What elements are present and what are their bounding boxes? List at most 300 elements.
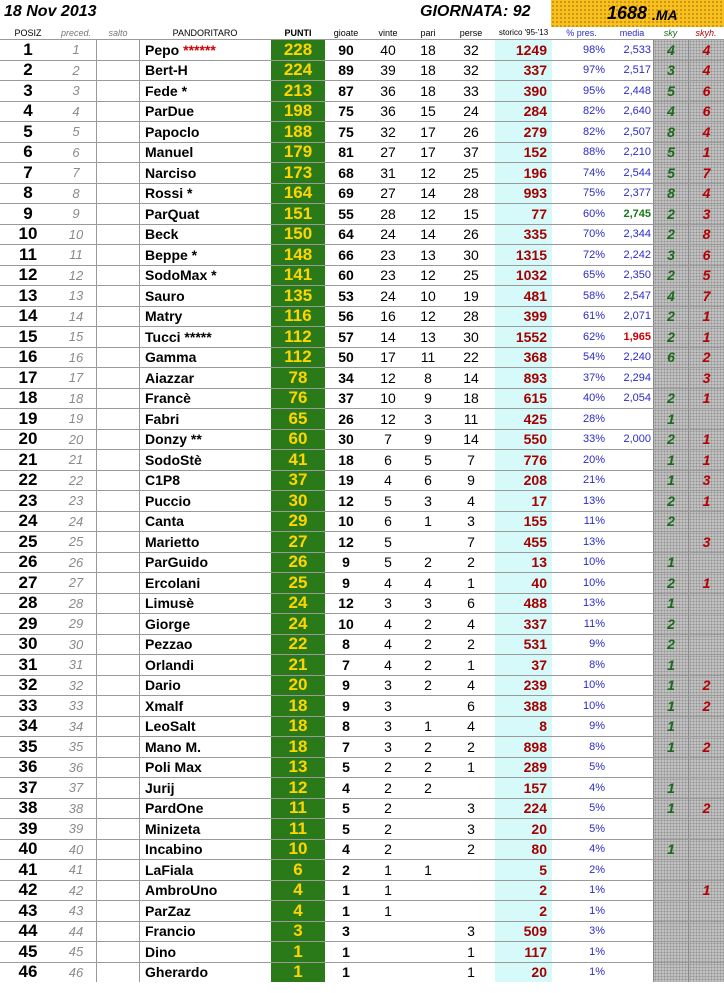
- historical-cell: [495, 901, 552, 921]
- salto-cell: [96, 327, 140, 347]
- player-name-cell-text: Sauro: [145, 287, 185, 304]
- sky-cell: [653, 450, 688, 470]
- points-cell-text: 41: [288, 450, 308, 469]
- player-name-cell-text: Xmalf: [145, 697, 184, 714]
- played-cell: [325, 512, 367, 532]
- sky-cell: [653, 409, 688, 429]
- average-cell: [611, 942, 653, 962]
- sky-cell: [653, 102, 688, 122]
- lost-cell-text: 3: [467, 820, 475, 837]
- average-cell-text: 2,350: [623, 269, 651, 282]
- player-name-cell-text: Ercolani: [145, 574, 201, 591]
- salto-cell: [96, 614, 140, 634]
- won-cell-text: 39: [380, 62, 396, 79]
- position-cell: [0, 819, 56, 839]
- presence-percent-cell: [552, 901, 611, 921]
- historical-cell: [495, 594, 552, 614]
- draw-cell-text: 2: [424, 636, 432, 653]
- position-cell-text: 11: [19, 245, 37, 264]
- skyh-cell: [688, 491, 724, 511]
- draw-cell: [409, 512, 447, 532]
- lost-cell: [447, 184, 495, 204]
- average-cell: [611, 655, 653, 675]
- presence-percent-cell-text: 61%: [582, 310, 605, 323]
- lost-cell: [447, 491, 495, 511]
- skyh-cell: [688, 799, 724, 819]
- historical-cell: [495, 840, 552, 860]
- skyh-cell-text: 7: [702, 287, 711, 304]
- won-cell: [367, 245, 409, 265]
- player-name-cell-text: ParQuat: [145, 205, 200, 222]
- skyh-cell: [688, 963, 724, 983]
- historical-cell-text: 2: [539, 882, 547, 899]
- won-cell: [367, 409, 409, 429]
- historical-cell-text: 196: [523, 164, 547, 181]
- lost-cell: [447, 696, 495, 716]
- position-cell: [0, 409, 56, 429]
- played-cell: [325, 163, 367, 183]
- won-cell: [367, 594, 409, 614]
- table-row: [0, 839, 724, 860]
- points-cell: [271, 696, 325, 716]
- won-cell: [367, 368, 409, 388]
- historical-cell-text: 279: [523, 123, 547, 140]
- historical-cell-text: 368: [523, 349, 547, 366]
- won-cell-text: 23: [380, 267, 396, 284]
- salto-cell: [96, 737, 140, 757]
- skyh-cell: [688, 143, 724, 163]
- lost-cell: [447, 81, 495, 101]
- skyh-cell-text: 2: [702, 738, 711, 755]
- won-cell: [367, 901, 409, 921]
- draw-cell-text: 15: [420, 103, 436, 120]
- won-cell-text: 4: [384, 615, 392, 632]
- won-cell: [367, 184, 409, 204]
- won-cell-text: 5: [384, 554, 392, 571]
- won-cell-text: 2: [384, 779, 392, 796]
- won-cell-text: 12: [380, 410, 396, 427]
- salto-cell: [96, 635, 140, 655]
- sky-cell-text: 2: [667, 226, 675, 243]
- sky-cell-text: 2: [667, 328, 675, 345]
- historical-cell-text: 388: [523, 697, 547, 714]
- presence-percent-cell: [552, 696, 611, 716]
- played-cell-text: 8: [342, 636, 350, 653]
- historical-cell: [495, 286, 552, 306]
- sky-cell: [653, 204, 688, 224]
- lost-cell-text: 24: [463, 103, 479, 120]
- played-cell-text: 64: [338, 226, 354, 243]
- average-cell: [611, 840, 653, 860]
- played-cell-text: 8: [342, 718, 350, 735]
- position-cell-text: 22: [18, 470, 38, 490]
- skyh-cell-text: 1: [702, 492, 711, 509]
- position-cell: [0, 881, 56, 901]
- presence-percent-cell-text: 10%: [582, 576, 605, 589]
- sky-cell: [653, 840, 688, 860]
- points-cell-text: 30: [288, 491, 308, 510]
- won-cell: [367, 737, 409, 757]
- points-cell: [271, 778, 325, 798]
- historical-cell: [495, 471, 552, 491]
- position-cell: [0, 963, 56, 983]
- presence-percent-cell-text: 75%: [582, 187, 605, 200]
- lost-cell-text: 3: [467, 800, 475, 817]
- draw-cell-text: 9: [424, 431, 432, 448]
- position-cell: [0, 778, 56, 798]
- previous-position-cell: [56, 225, 96, 245]
- historical-cell: [495, 307, 552, 327]
- points-cell: [271, 819, 325, 839]
- salto-cell: [96, 225, 140, 245]
- position-cell-text: 44: [18, 921, 38, 941]
- lost-cell: [447, 881, 495, 901]
- position-cell: [0, 286, 56, 306]
- salto-cell: [96, 471, 140, 491]
- historical-cell: [495, 122, 552, 142]
- previous-position-cell-text: 41: [68, 862, 84, 878]
- previous-position-cell-text: 13: [68, 288, 84, 304]
- position-cell-text: 40: [18, 839, 38, 859]
- won-cell: [367, 471, 409, 491]
- average-cell: [611, 553, 653, 573]
- presence-percent-cell-text: 9%: [589, 720, 605, 733]
- table-row: [0, 613, 724, 634]
- previous-position-cell-text: 42: [68, 882, 84, 898]
- average-cell: [611, 491, 653, 511]
- draw-cell: [409, 901, 447, 921]
- sky-cell: [653, 532, 688, 552]
- won-cell: [367, 963, 409, 983]
- presence-percent-cell-text: 10%: [582, 699, 605, 712]
- lost-cell: [447, 532, 495, 552]
- col-header-skyh: skyh.: [695, 28, 717, 38]
- draw-cell-text: 8: [424, 369, 432, 386]
- ma-box: [551, 0, 724, 27]
- average-cell: [611, 696, 653, 716]
- skyh-cell: [688, 778, 724, 798]
- presence-percent-cell-text: 74%: [582, 166, 605, 179]
- player-name-cell-text: Jurij: [145, 779, 175, 796]
- historical-cell-text: 289: [523, 759, 547, 776]
- position-cell: [0, 61, 56, 81]
- presence-percent-cell: [552, 184, 611, 204]
- points-cell-text: 24: [288, 614, 308, 633]
- points-cell: [271, 225, 325, 245]
- lost-cell-text: 3: [467, 513, 475, 530]
- presence-percent-cell: [552, 286, 611, 306]
- sky-cell: [653, 696, 688, 716]
- salto-cell: [96, 286, 140, 306]
- previous-position-cell: [56, 655, 96, 675]
- salto-cell: [96, 717, 140, 737]
- historical-cell-text: 224: [523, 800, 547, 817]
- historical-cell-text: 1315: [515, 246, 547, 263]
- draw-cell: [409, 881, 447, 901]
- player-name-cell: [140, 143, 270, 163]
- previous-position-cell-text: 29: [68, 616, 84, 632]
- player-name-cell: [140, 81, 270, 101]
- points-cell-text: 116: [284, 306, 312, 326]
- won-cell: [367, 553, 409, 573]
- salto-cell: [96, 512, 140, 532]
- lost-cell: [447, 389, 495, 409]
- draw-cell: [409, 553, 447, 573]
- previous-position-cell-text: 19: [68, 411, 84, 427]
- won-cell: [367, 922, 409, 942]
- draw-cell-text: 3: [424, 492, 432, 509]
- player-name-cell: [140, 635, 270, 655]
- table-row: [0, 880, 724, 901]
- presence-percent-cell-text: 97%: [582, 64, 605, 77]
- points-cell-text: 18: [288, 716, 308, 736]
- draw-cell: [409, 717, 447, 737]
- previous-position-cell: [56, 61, 96, 81]
- draw-cell: [409, 676, 447, 696]
- previous-position-cell-text: 6: [72, 144, 80, 160]
- points-cell-text: 224: [283, 60, 313, 80]
- skyh-cell-text: 1: [702, 308, 711, 325]
- position-cell-text: 45: [18, 942, 38, 961]
- won-cell: [367, 860, 409, 880]
- average-cell-text: 2,517: [623, 64, 651, 77]
- average-cell: [611, 102, 653, 122]
- played-cell-text: 56: [338, 308, 354, 325]
- giornata-label: GIORNATA: 92: [420, 3, 531, 20]
- table-row: [0, 695, 724, 716]
- played-cell: [325, 614, 367, 634]
- table-row: [0, 142, 724, 163]
- skyh-cell: [688, 430, 724, 450]
- presence-percent-cell-text: 4%: [589, 843, 605, 856]
- presence-percent-cell: [552, 409, 611, 429]
- points-cell-text: 20: [288, 675, 308, 695]
- presence-percent-cell: [552, 635, 611, 655]
- played-cell-text: 9: [342, 554, 350, 571]
- previous-position-cell-text: 35: [68, 739, 84, 755]
- won-cell: [367, 512, 409, 532]
- previous-position-cell: [56, 163, 96, 183]
- won-cell: [367, 122, 409, 142]
- average-cell-text: 2,533: [623, 43, 651, 56]
- skyh-cell: [688, 368, 724, 388]
- skyh-cell-text: 1: [702, 328, 711, 345]
- player-name-cell-text: Gamma: [145, 349, 197, 366]
- points-cell-text: 60: [288, 429, 308, 449]
- skyh-cell: [688, 307, 724, 327]
- won-cell-text: 14: [380, 328, 396, 345]
- player-name-cell: [140, 409, 270, 429]
- won-cell: [367, 532, 409, 552]
- position-cell: [0, 327, 56, 347]
- historical-cell-text: 157: [523, 779, 547, 796]
- sky-cell-text: 2: [667, 492, 675, 509]
- date-label: 18 Nov 2013: [4, 3, 97, 20]
- played-cell-text: 37: [338, 390, 354, 407]
- previous-position-cell-text: 15: [68, 329, 84, 345]
- historical-cell: [495, 758, 552, 778]
- skyh-cell: [688, 717, 724, 737]
- points-cell-text: 112: [284, 327, 312, 346]
- position-cell: [0, 471, 56, 491]
- previous-position-cell: [56, 635, 96, 655]
- presence-percent-cell-text: 98%: [582, 43, 605, 56]
- position-cell-text: 32: [18, 675, 38, 695]
- table-row: [0, 552, 724, 573]
- presence-percent-cell: [552, 573, 611, 593]
- sky-cell: [653, 901, 688, 921]
- draw-cell: [409, 778, 447, 798]
- sky-cell-text: 1: [667, 718, 675, 735]
- player-name-cell: [140, 389, 270, 409]
- sky-cell-text: 4: [667, 287, 675, 304]
- skyh-cell: [688, 696, 724, 716]
- position-cell: [0, 614, 56, 634]
- player-name-cell-text: ParZaz: [145, 902, 191, 919]
- position-cell-text: 24: [18, 511, 38, 531]
- position-cell: [0, 512, 56, 532]
- position-cell: [0, 184, 56, 204]
- points-cell-text: 18: [288, 696, 308, 715]
- historical-cell: [495, 491, 552, 511]
- lost-cell-text: 4: [467, 677, 475, 694]
- average-cell-text: 2,000: [623, 433, 651, 446]
- played-cell-text: 3: [342, 923, 350, 940]
- table-row: [0, 634, 724, 655]
- position-cell-text: 30: [18, 634, 38, 654]
- previous-position-cell-text: 25: [68, 534, 84, 550]
- previous-position-cell-text: 38: [68, 800, 84, 816]
- sky-cell-text: 1: [667, 472, 675, 489]
- average-cell-text: 2,544: [623, 166, 651, 179]
- average-cell: [611, 307, 653, 327]
- draw-cell-text: 6: [424, 472, 432, 489]
- position-cell-text: 19: [18, 409, 38, 428]
- player-name-cell: [140, 696, 270, 716]
- position-cell-text: 1: [23, 40, 33, 59]
- draw-cell: [409, 840, 447, 860]
- points-cell: [271, 737, 325, 757]
- presence-percent-cell: [552, 860, 611, 880]
- position-cell: [0, 635, 56, 655]
- historical-cell: [495, 819, 552, 839]
- player-name-cell-text: Limusè: [145, 595, 195, 612]
- sky-cell: [653, 635, 688, 655]
- historical-cell-text: 152: [523, 144, 547, 161]
- position-cell: [0, 737, 56, 757]
- position-cell-text: 10: [18, 224, 38, 244]
- average-cell: [611, 717, 653, 737]
- lost-cell: [447, 102, 495, 122]
- points-cell-text: 13: [288, 757, 308, 777]
- salto-cell: [96, 860, 140, 880]
- presence-percent-cell: [552, 491, 611, 511]
- played-cell: [325, 799, 367, 819]
- lost-cell-text: 30: [463, 328, 479, 345]
- points-cell-text: 21: [288, 655, 308, 674]
- played-cell-text: 7: [342, 656, 350, 673]
- draw-cell-text: 2: [424, 656, 432, 673]
- historical-cell-text: 13: [531, 554, 547, 571]
- previous-position-cell: [56, 963, 96, 983]
- sky-cell-text: 1: [667, 656, 675, 673]
- points-cell: [271, 286, 325, 306]
- historical-cell: [495, 799, 552, 819]
- average-cell-text: 2,071: [623, 310, 651, 323]
- previous-position-cell-text: 34: [68, 718, 84, 734]
- presence-percent-cell-text: 11%: [583, 617, 605, 630]
- played-cell: [325, 450, 367, 470]
- position-cell: [0, 491, 56, 511]
- lost-cell: [447, 860, 495, 880]
- presence-percent-cell: [552, 327, 611, 347]
- played-cell: [325, 553, 367, 573]
- skyh-cell: [688, 409, 724, 429]
- draw-cell-text: 13: [420, 246, 436, 263]
- played-cell-text: 1: [342, 943, 350, 960]
- draw-cell: [409, 40, 447, 60]
- player-name-cell-text: Pezzao: [145, 636, 193, 653]
- lost-cell: [447, 819, 495, 839]
- position-cell-text: 46: [18, 962, 38, 982]
- points-cell-text: 112: [284, 347, 312, 367]
- won-cell: [367, 799, 409, 819]
- lost-cell-text: 2: [467, 636, 475, 653]
- sky-cell-text: 1: [667, 738, 675, 755]
- points-cell-text: 18: [288, 737, 308, 756]
- draw-cell: [409, 61, 447, 81]
- table-row: [0, 39, 724, 60]
- player-name-cell-text: Minizeta: [145, 820, 201, 837]
- points-cell-text: 4: [293, 901, 303, 920]
- played-cell-text: 90: [338, 41, 354, 58]
- presence-percent-cell-text: 8%: [589, 740, 605, 753]
- historical-cell: [495, 963, 552, 983]
- position-cell: [0, 799, 56, 819]
- won-cell-text: 6: [384, 451, 392, 468]
- table-row: [0, 736, 724, 757]
- salto-cell: [96, 102, 140, 122]
- skyh-cell: [688, 102, 724, 122]
- draw-cell: [409, 266, 447, 286]
- sky-cell: [653, 163, 688, 183]
- presence-percent-cell-text: 10%: [582, 679, 605, 692]
- sky-cell-text: 1: [667, 554, 675, 571]
- played-cell: [325, 40, 367, 60]
- points-cell-text: 151: [283, 204, 313, 223]
- played-cell: [325, 266, 367, 286]
- position-cell: [0, 40, 56, 60]
- lost-cell: [447, 553, 495, 573]
- lost-cell-text: 26: [463, 226, 479, 243]
- col-header-perse: perse: [459, 28, 483, 38]
- salto-cell: [96, 163, 140, 183]
- salto-cell: [96, 245, 140, 265]
- points-cell-text: 141: [283, 265, 313, 285]
- position-cell-text: 9: [23, 204, 33, 223]
- salto-cell: [96, 348, 140, 368]
- historical-cell: [495, 532, 552, 552]
- won-cell: [367, 717, 409, 737]
- points-cell: [271, 512, 325, 532]
- sky-cell: [653, 614, 688, 634]
- presence-percent-cell-text: 13%: [582, 535, 605, 548]
- previous-position-cell: [56, 491, 96, 511]
- presence-percent-cell-text: 5%: [589, 761, 605, 774]
- draw-cell-text: 3: [424, 595, 432, 612]
- historical-cell: [495, 676, 552, 696]
- lost-cell-text: 14: [463, 369, 479, 386]
